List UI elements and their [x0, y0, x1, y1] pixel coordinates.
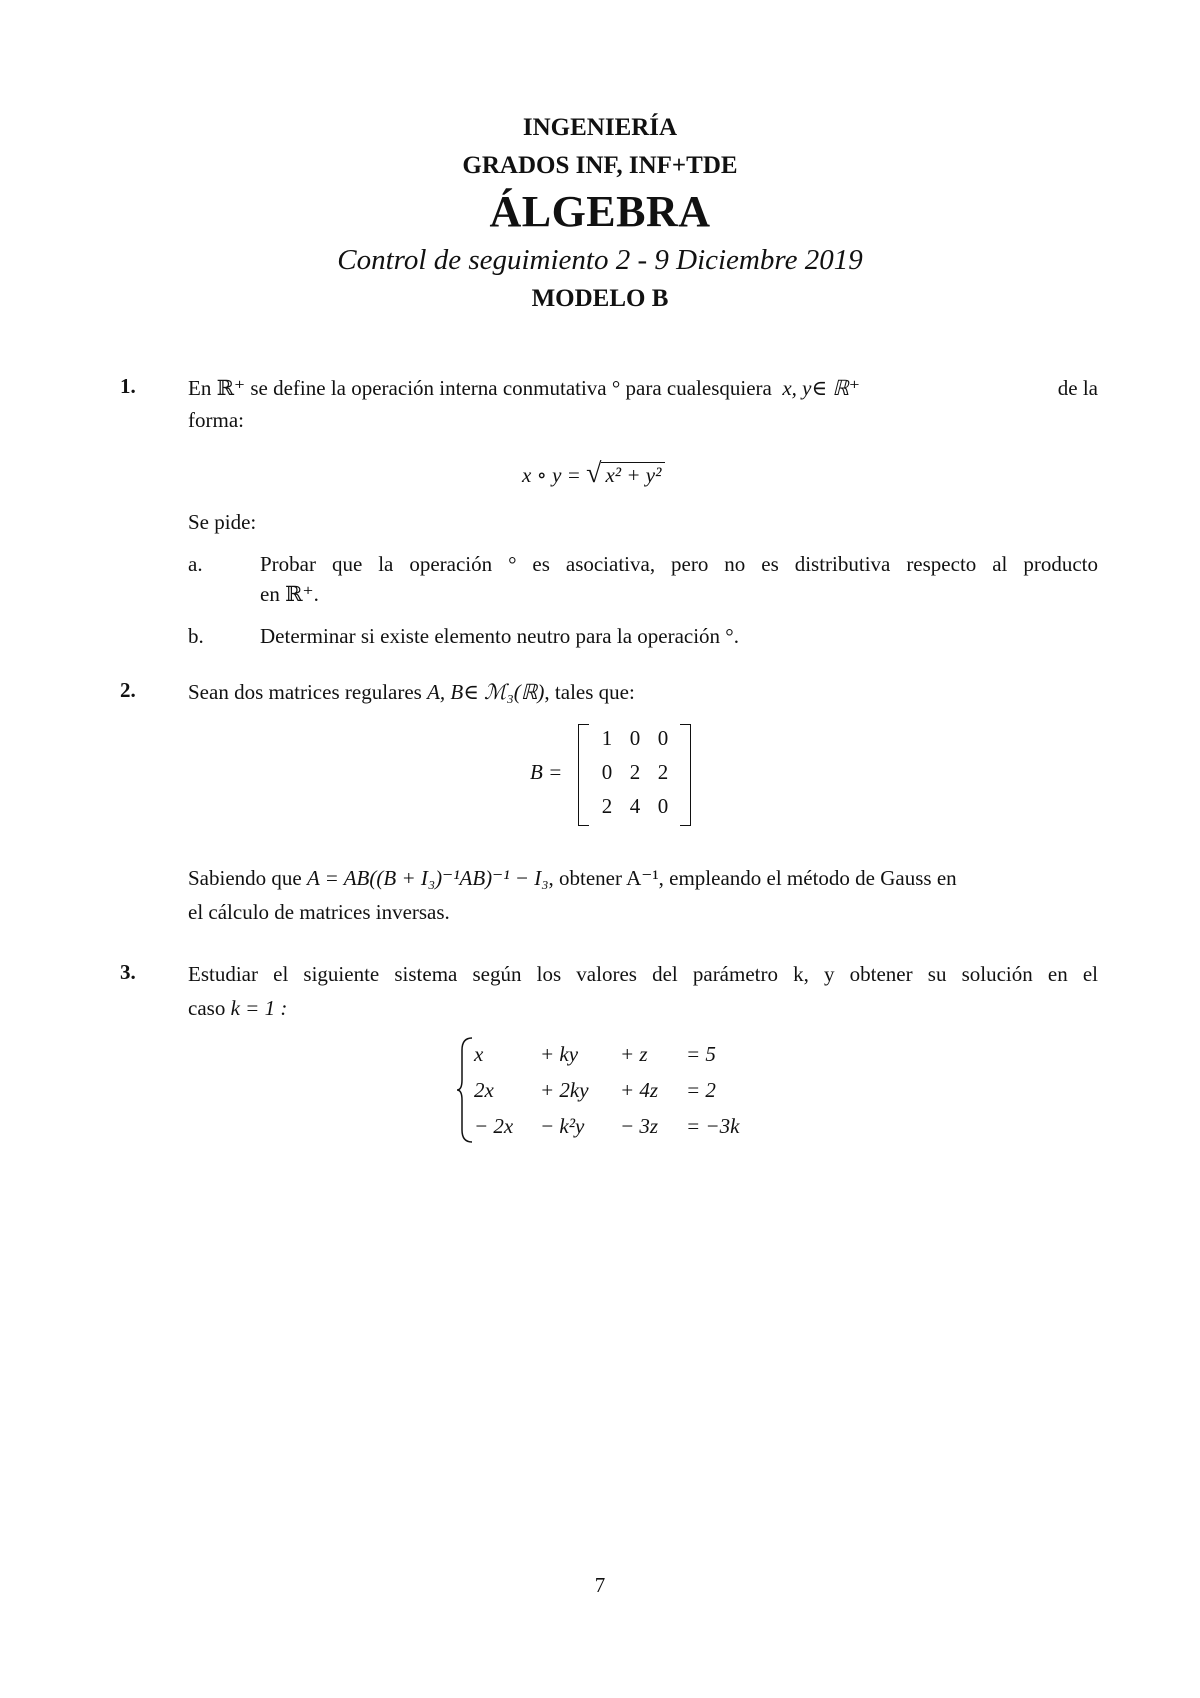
page-number: 7: [594, 1573, 606, 1597]
part-b-text: Determinar si existe elemento neutro para la operación °.: [260, 624, 739, 648]
page-title: ÁLGEBRA: [489, 187, 711, 236]
formula-radicand: x² + y²: [601, 462, 665, 487]
question-2-sabiendo: [188, 864, 1098, 892]
system-cell: − k²y: [540, 1114, 585, 1138]
question-1-number: 1.: [120, 374, 136, 398]
matrix-left-bracket: [578, 724, 589, 826]
question-3-number: 3.: [120, 960, 136, 984]
caso-value: k = 1 :: [230, 996, 288, 1020]
question-1-line-2: forma:: [188, 408, 244, 432]
system-cell: = 2: [686, 1078, 716, 1102]
part-b-label: b.: [188, 624, 204, 648]
formula-lhs: x ∘ y =: [522, 463, 587, 487]
model-label: MODELO B: [531, 285, 669, 312]
sabiendo-text-2: , obtener A⁻¹, empleando el método de Gauss en: [548, 866, 957, 890]
inverse-formula: A = AB((B + I₃)⁻¹AB)⁻¹ − I₃: [306, 866, 549, 890]
part-a-text-2: en ℝ⁺.: [260, 582, 319, 606]
matrix-cell: 0: [601, 760, 613, 784]
part-a-text-1: Probar que la operación ° es asociativa, pero no es distributiva respecto al producto: [260, 552, 1098, 576]
matrix-cell: 2: [657, 760, 669, 784]
system-cell: 2x: [474, 1078, 494, 1102]
question-1-intro: En ℝ⁺ se define la operación interna conmutativa ° para cualesquiera: [188, 376, 772, 400]
se-pide-label: Se pide:: [188, 510, 257, 534]
question-2-intro: Sean dos matrices regulares: [188, 680, 422, 704]
page-subtitle: Control de seguimiento 2 - 9 Diciembre 2019: [337, 244, 863, 276]
system-cell: − 2x: [474, 1114, 514, 1138]
part-a-label: a.: [188, 552, 203, 576]
question-2-line-end: , tales que:: [544, 680, 635, 704]
question-1-formula: [522, 458, 665, 490]
question-2-line-1: [188, 678, 635, 706]
matrix-cell: 0: [657, 726, 669, 750]
question-3-line-1: Estudiar el siguiente sistema según los valores del parámetro k, y obtener su solución en el: [188, 962, 1098, 986]
header-line-1: INGENIERÍA: [522, 114, 678, 141]
system-brace: [456, 1036, 474, 1144]
question-3-line-2: [188, 994, 287, 1022]
system-cell: − 3z: [620, 1114, 659, 1138]
question-2-matrix-set: A, B∈ ℳ₃(ℝ): [427, 680, 545, 704]
matrix-cell: 2: [629, 760, 641, 784]
system-cell: = −3k: [686, 1114, 740, 1138]
matrix-cell: 0: [657, 794, 669, 818]
system-cell: + 2ky: [540, 1078, 589, 1102]
matrix-cell: 1: [601, 726, 613, 750]
question-1-line-1: [188, 374, 1098, 402]
question-1-vars: x, y∈ ℝ⁺: [782, 376, 861, 400]
system-cell: + ky: [540, 1042, 579, 1066]
matrix-cell: 0: [629, 726, 641, 750]
question-1-line-end: de la: [1057, 376, 1098, 400]
header-line-2: GRADOS INF, INF+TDE: [462, 152, 738, 179]
matrix-label: B =: [530, 760, 563, 784]
matrix-cell: 4: [629, 794, 641, 818]
system-cell: = 5: [686, 1042, 716, 1066]
sqrt-sign: √: [586, 458, 602, 489]
system-cell: x: [474, 1042, 484, 1066]
question-2-line-3: el cálculo de matrices inversas.: [188, 900, 450, 924]
system-cell: + 4z: [620, 1078, 659, 1102]
question-2-number: 2.: [120, 678, 136, 702]
caso-text: caso: [188, 996, 226, 1020]
system-cell: + z: [620, 1042, 648, 1066]
matrix-cell: 2: [601, 794, 613, 818]
sabiendo-text: Sabiendo que: [188, 866, 302, 890]
matrix-right-bracket: [680, 724, 691, 826]
